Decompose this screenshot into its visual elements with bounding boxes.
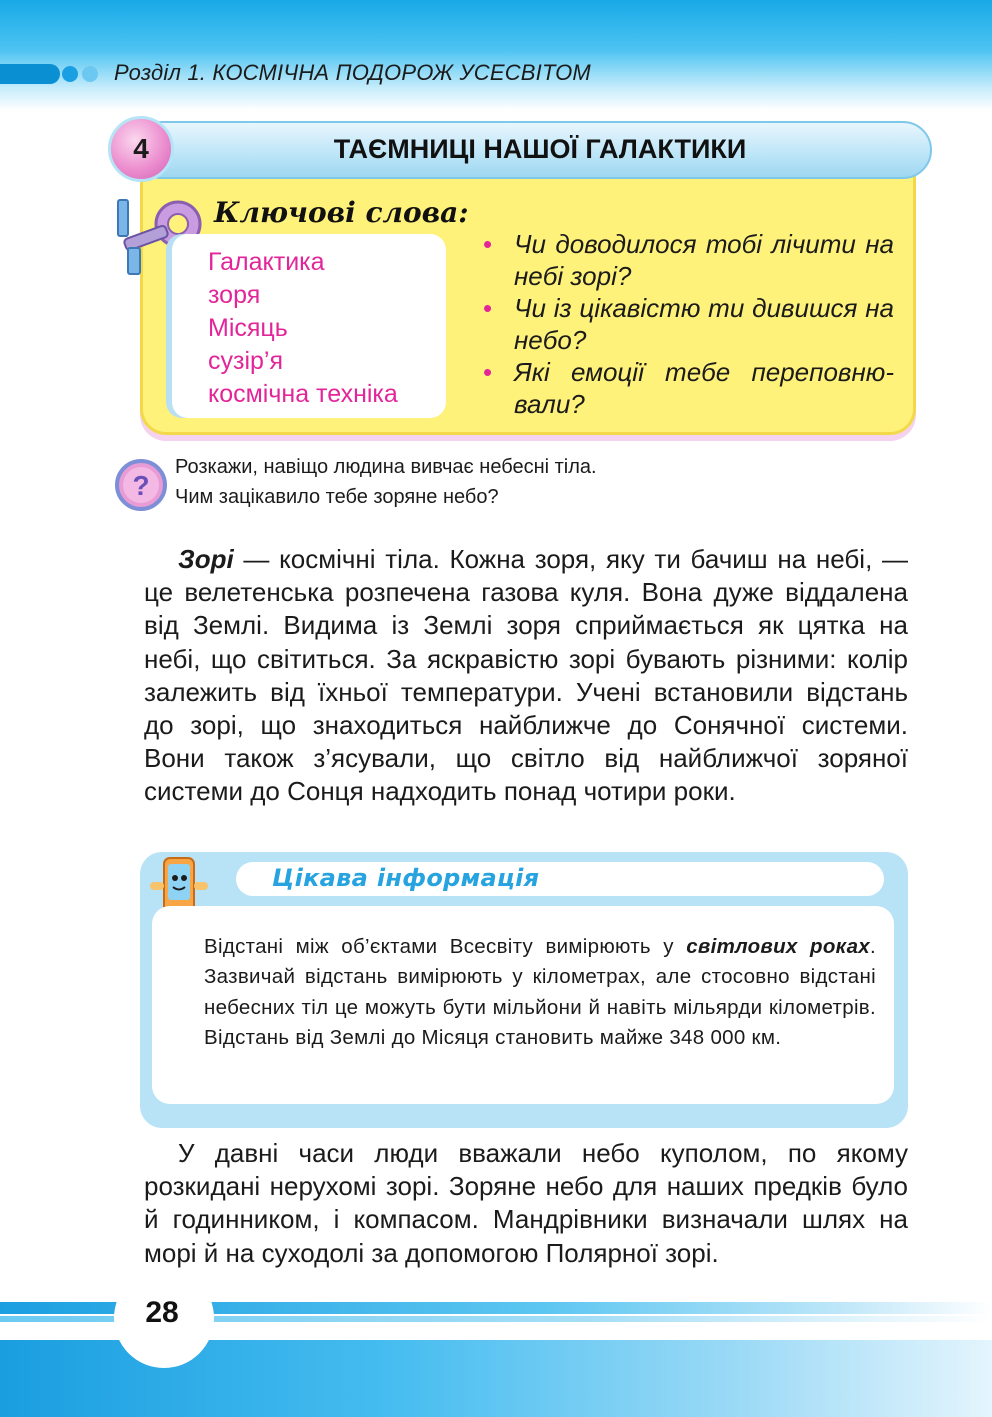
lesson-number-badge: 4 [108,116,174,182]
lesson-title: ТАЄМНИЦІ НАШОЇ ГАЛАКТИКИ [333,134,747,164]
header-dot [62,66,78,82]
keyword-item: Місяць [208,314,288,342]
info-text: Відстані між об’єктами Всесвіту вимірюють у світлових роках. Зазвичай відстань вимірюють у кілометрах, але стосовно відстані небесних тіл це можуть бути мільйони й навіть мільярди кілометрів. Відстань від Землі до Місяця становить майже 348 000 км. [204,935,876,1050]
keyword-item: сузір’я [208,347,284,375]
question-item: • Які емоції тебе переповню-вали? [483,357,894,419]
paragraph-ancient-sky: У давні часи люди вважали небо куполом, по якому розкидані нерухомі зорі. Зоряне небо для наших предків було й годинником, і компасом. Мандрівники визначали шлях на морі й на суходолі за допомогою Полярної зорі. [144,1138,908,1268]
info-title: Цікава інформація [272,864,540,892]
term-stars: Зорі [178,544,234,574]
bullet-icon: • [483,357,493,387]
question-list [480,228,894,420]
paragraph-stars: Зорі — космічні тіла. Кожна зоря, яку ти бачиш на небі, — це велетенська розпечена газова куля. Вона дуже віддалена від Землі. Видима із Землі зоря сприймається як цятка на небі, що світиться. За яскравістю зорі бувають різними: колір залежить від їхньої температури. Учені встановили відстань до зорі, що знаходиться найближче до Сонячної системи. Вони також з’ясували, що світло від найближчої зоряної системи до Сонця надходить понад чотири роки. [144,544,908,807]
question-item: • Чи із цікавістю ти дивишся на небо? [483,293,894,355]
question-mark-icon [114,458,168,512]
header-stripe [0,64,60,84]
prompt-line: Чим зацікавило тебе зоряне небо? [175,486,499,508]
question-item: • Чи доводилося тобі лічити на небі зорі? [483,229,894,291]
keyword-item: космічна техніка [208,380,398,408]
bullet-icon: • [483,293,493,323]
keywords-heading: Ключові слова: [214,196,469,229]
page-number: 28 [145,1296,179,1329]
section-title: Розділ 1. КОСМІЧНА ПОДОРОЖ УСЕСВІТОМ [114,60,591,85]
term-light-years: світлових роках [686,935,870,958]
top-header-band [0,0,992,110]
keyword-item: Галактика [208,248,325,276]
header-dot [82,66,98,82]
svg-text:?: ? [132,470,150,501]
bullet-icon: • [483,229,493,259]
prompt-line: Розкажи, навіщо людина вивчає небесні тіла. [175,456,597,478]
keyword-item: зоря [208,281,261,309]
